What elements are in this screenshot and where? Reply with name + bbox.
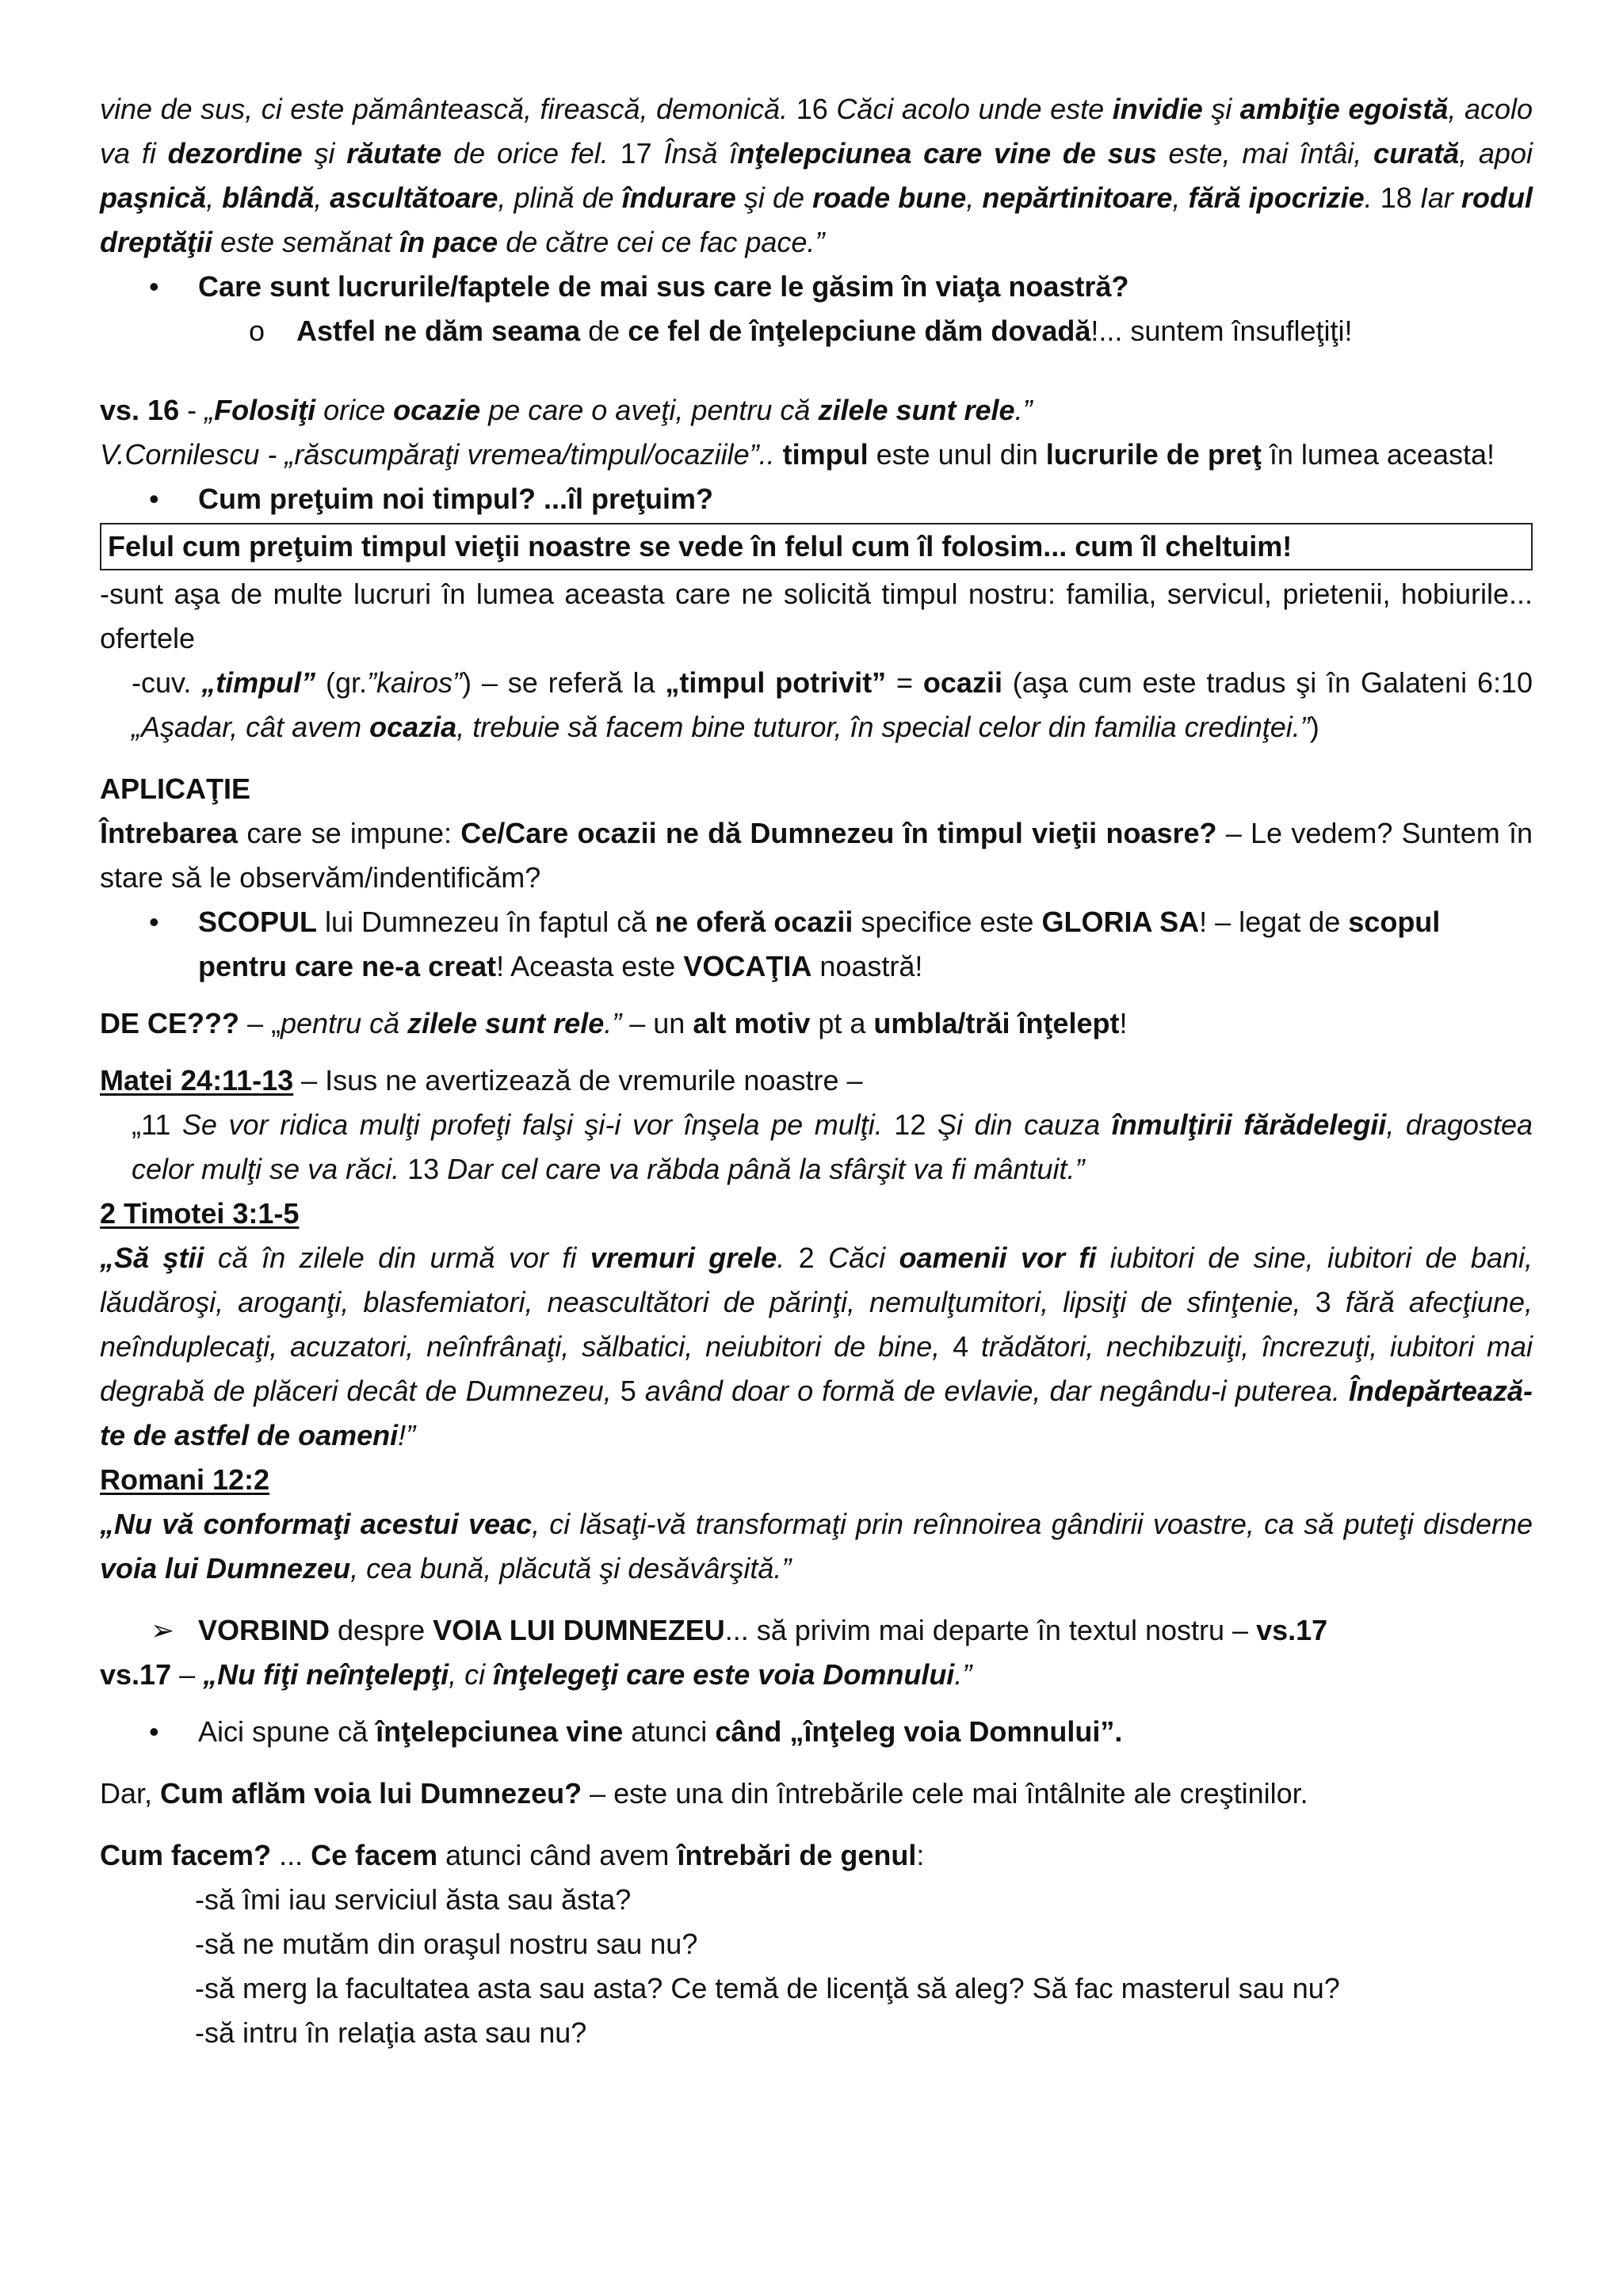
text: iubitori de sine, iubitori de bani, lăudăroşi, aroganţi, blasfemiatori, neascultători de părinţi, nemulţumitori, lipsiţi de sfinţenie, <box>100 1241 1533 1318</box>
emphasis: îndurare <box>621 181 736 214</box>
emphasis: dezordine <box>167 137 303 170</box>
text: atunci când avem <box>437 1839 678 1871</box>
timotei-quote <box>100 1236 1533 1458</box>
text: ... <box>271 1839 311 1871</box>
emphasis: „Nu vă conformaţi acestui veac <box>100 1508 533 1540</box>
emphasis: DE CE??? <box>100 1007 239 1039</box>
emphasis: nepărtinitoare <box>982 181 1173 214</box>
emphasis: paşnică <box>100 181 207 214</box>
paragraph-why <box>100 1001 1533 1046</box>
verse-number: 18 <box>1372 181 1420 214</box>
verse-number: 12 <box>882 1108 938 1141</box>
verse-number: 16 <box>788 93 837 125</box>
text: şi <box>1202 93 1240 125</box>
emphasis: ambiţie egoistă <box>1239 93 1449 125</box>
text: pentru că <box>281 1007 408 1039</box>
romani-quote <box>100 1502 1533 1591</box>
emphasis: vs.17 <box>1256 1614 1328 1646</box>
emphasis: blândă <box>222 181 315 214</box>
document-page <box>100 87 1533 2055</box>
bullet-text: Care sunt lucrurile/faptele de mai sus care le găsim în viaţa noastră? <box>198 270 1129 303</box>
question-item: -să merg la facultatea asta sau asta? Ce temă de licenţă să aleg? Să fac masterul sau nu? <box>195 1972 1340 2004</box>
text: Însă î <box>663 137 738 170</box>
text: – <box>171 1658 204 1691</box>
emphasis: vremuri grele <box>590 1241 777 1274</box>
text: (gr. <box>315 666 368 699</box>
text: „ <box>204 394 215 426</box>
text: – este una din întrebările cele mai întâlnite ale creştinilor. <box>582 1777 1308 1810</box>
emphasis: Îndepărtează-te de astfel de oameni <box>100 1375 1533 1451</box>
text: , <box>314 181 330 214</box>
emphasis: „timpul potrivit” <box>665 666 887 699</box>
verse-reference: vs.17 <box>100 1658 172 1691</box>
question-item: -să îmi iau serviciul ăsta sau ăsta? <box>195 1883 632 1916</box>
text: ) <box>1309 711 1319 743</box>
emphasis: Cum facem? <box>100 1839 272 1871</box>
verse-number: 5 <box>611 1375 645 1407</box>
text: ! Aceasta este <box>496 950 684 982</box>
text: Iar <box>1419 181 1461 214</box>
boxed-statement <box>100 523 1533 570</box>
text: , <box>966 181 983 214</box>
emphasis: VOCAŢIA <box>683 950 812 982</box>
text: , plină de <box>498 181 622 214</box>
text: despre <box>330 1614 433 1646</box>
text: Căci <box>828 1241 899 1274</box>
bullet-item <box>100 900 1533 989</box>
text: , <box>1172 181 1189 214</box>
emphasis: când „înţeleg voia Domnului”. <box>715 1715 1123 1748</box>
verse-number: 4 <box>940 1330 982 1363</box>
text: , trebuie să facem bine tuturor, în special celor din familia credinţei.” <box>456 711 1310 743</box>
bullet-item <box>100 265 1533 309</box>
text: (aşa cum este tradus şi în Galateni 6:10 <box>1002 666 1533 699</box>
text: ”kairos” <box>367 666 463 699</box>
text: , acolo va fi <box>100 93 1533 170</box>
text: . <box>1364 181 1373 214</box>
bullet-text: Cum preţuim noi timpul? ...îl preţuim? <box>198 482 713 515</box>
text: fără afecţiune, neînduplecaţi, acuzatori, neînfrânaţi, sălbatici, neiubitori de bine, <box>100 1286 1533 1363</box>
text: .” <box>954 1658 972 1691</box>
text: „ <box>100 1241 114 1274</box>
emphasis: oamenii vor fi <box>899 1241 1097 1274</box>
text: de către cei ce fac pace.” <box>498 226 825 258</box>
emphasis: rodul dreptăţii <box>100 181 1533 258</box>
emphasis: scopul pentru care ne-a creat <box>198 906 1441 982</box>
text: este, mai întâi, <box>1156 137 1374 170</box>
emphasis: umbla/trăi înţelept <box>873 1007 1120 1039</box>
emphasis: ce fel de înţelepciune dăm dovadă <box>628 315 1091 347</box>
text: în lumea aceasta! <box>1261 438 1495 471</box>
timotei-heading <box>100 1192 1533 1236</box>
emphasis: Întrebarea <box>100 817 239 849</box>
text: .” <box>1014 394 1033 426</box>
emphasis: zilele sunt rele <box>407 1007 605 1039</box>
emphasis: VOIA LUI DUMNEZEU <box>433 1614 725 1646</box>
text: orice <box>315 394 394 426</box>
text: , ci <box>449 1658 494 1691</box>
emphasis: alt motiv <box>693 1007 811 1039</box>
emphasis: voia lui Dumnezeu <box>100 1552 351 1585</box>
text: : <box>916 1839 925 1871</box>
text: Dar cel care va răbda până la sfârşit va fi mântuit.” <box>447 1153 1085 1185</box>
section-heading <box>100 767 1533 811</box>
emphasis: nţelepciunea care vine de sus <box>737 137 1157 170</box>
emphasis: VORBIND <box>198 1614 330 1646</box>
emphasis: Ce facem <box>311 1839 438 1871</box>
text: Şi din cauza <box>937 1108 1112 1141</box>
text: vine de sus, ci este pământească, firească, demonică. <box>100 93 789 125</box>
paragraph-what <box>100 1833 1533 1878</box>
bullet-item <box>100 477 1533 521</box>
text <box>775 438 783 471</box>
emphasis: în pace <box>399 226 498 258</box>
text: , apoi <box>1459 137 1533 170</box>
text: , dragostea celor mulţi se va răci. <box>132 1108 1533 1185</box>
text: care se impune: <box>238 817 461 849</box>
arrow-item <box>100 1608 1533 1653</box>
paragraph-kairos <box>100 661 1533 749</box>
text: ! <box>1119 1007 1128 1039</box>
emphasis: Astfel ne dăm seama <box>296 315 581 347</box>
text: că în zilele din urmă vor fi <box>204 1241 590 1274</box>
emphasis: Ce/Care ocazii ne dă Dumnezeu în timpul vieţii noasre? <box>460 817 1217 849</box>
emphasis: fără ipocrizie <box>1188 181 1365 214</box>
text: , cea bună, plăcută şi desăvârşită.” <box>350 1552 792 1585</box>
text: V.Cornilescu - „răscumpăraţi vremea/timpul/ocaziile”.. <box>100 438 775 471</box>
text: „11 <box>132 1108 182 1141</box>
text: de <box>580 315 628 347</box>
text: - <box>179 394 205 426</box>
emphasis: Să ştii <box>114 1241 204 1274</box>
emphasis: „Nu fiţi neînţelepţi <box>203 1658 449 1691</box>
text: şi de <box>735 181 813 214</box>
sub-bullet-item <box>100 309 1533 353</box>
emphasis: Folosiţi <box>214 394 316 426</box>
question-item: -să ne mutăm din oraşul nostru sau nu? <box>195 1928 698 1960</box>
cornilescu-paragraph <box>100 433 1533 477</box>
matei-heading <box>100 1058 1533 1103</box>
scripture-reference: Matei 24:11-13 <box>100 1064 294 1097</box>
text: .” <box>604 1007 622 1039</box>
text: – „ <box>239 1007 281 1039</box>
emphasis: întrebări de genul <box>677 1839 917 1871</box>
text: specifice este <box>853 906 1042 938</box>
text: -cuv. <box>132 666 202 699</box>
emphasis: timpul <box>782 438 869 471</box>
boxed-text: Felul cum preţuim timpul vieţii noastre se vede în felul cum îl folosim... cum îl cheltuim! <box>108 530 1293 563</box>
text: !... suntem însufleţiţi! <box>1090 315 1353 347</box>
text: şi <box>302 137 347 170</box>
emphasis: „timpul” <box>201 666 316 699</box>
emphasis: SCOPUL <box>198 906 318 938</box>
text: – un <box>621 1007 693 1039</box>
emphasis: ocazii <box>922 666 1002 699</box>
text: = <box>886 666 923 699</box>
text: !” <box>398 1419 416 1451</box>
emphasis: roade bune <box>812 181 967 214</box>
verse-number: 3 <box>1300 1286 1346 1318</box>
paragraph-iacov-3 <box>100 87 1533 265</box>
text: – Isus ne avertizează de vremurile noastre – <box>293 1064 863 1097</box>
text: „Aşadar, cât avem <box>132 711 370 743</box>
text: – Le vedem? Suntem în stare să le observăm/indentificăm? <box>100 817 1533 894</box>
emphasis: înţelegeţi care este voia Domnului <box>493 1658 955 1691</box>
verse-reference: vs. 16 <box>100 394 180 426</box>
emphasis: înţelepciunea vine <box>376 1715 624 1748</box>
paragraph-how <box>100 1772 1533 1816</box>
emphasis: ascultătoare <box>330 181 498 214</box>
text: Se vor ridica mulţi profeţi falşi şi-i vor înşela pe mulţi. <box>181 1108 883 1141</box>
text: lui Dumnezeu în faptul că <box>317 906 655 938</box>
paragraph-many-things: -sunt aşa de multe lucruri în lumea aceasta care ne solicită timpul nostru: familia, servicul, prietenii, hobiurile... ofertele <box>100 578 1533 654</box>
text: de orice fel. <box>441 137 609 170</box>
emphasis: înmulţirii fărădelegii <box>1111 1108 1387 1141</box>
emphasis: răutate <box>346 137 442 170</box>
text: ... să privim mai departe în textul nostru – <box>724 1614 1257 1646</box>
question-item: -să intru în relaţia asta sau nu? <box>195 2016 587 2049</box>
text: trădători, nechibzuiţi, încrezuţi, iubitori mai degrabă de plăceri decât de Dumnezeu, <box>100 1330 1533 1407</box>
text: este unul din <box>868 438 1046 471</box>
verse-number: 2 <box>785 1241 829 1274</box>
text: atunci <box>623 1715 716 1748</box>
text: ) – se referă la <box>462 666 666 699</box>
scripture-reference: Romani 12:2 <box>100 1463 270 1496</box>
verse-17-line <box>100 1653 1533 1697</box>
text: ! – legat de <box>1199 906 1349 938</box>
matei-quote <box>100 1103 1533 1192</box>
emphasis: Cum aflăm voia lui Dumnezeu? <box>160 1777 582 1810</box>
verse-number: 13 <box>399 1153 448 1185</box>
text: Dar, <box>100 1777 161 1810</box>
scripture-reference: 2 Timotei 3:1-5 <box>100 1197 300 1230</box>
emphasis: lucrurile de preţ <box>1045 438 1262 471</box>
text: , <box>206 181 223 214</box>
paragraph-question <box>100 811 1533 900</box>
emphasis: ocazia <box>369 711 457 743</box>
heading-text: APLICAŢIE <box>100 772 251 805</box>
text: pe care o aveţi, pentru că <box>480 394 819 426</box>
emphasis: GLORIA SA <box>1041 906 1200 938</box>
romani-heading <box>100 1458 1533 1502</box>
emphasis: curată <box>1373 137 1460 170</box>
bullet-item <box>100 1710 1533 1754</box>
text: având doar o formă de evlavie, dar negându-i puterea. <box>644 1375 1349 1407</box>
text: pt a <box>810 1007 874 1039</box>
text: , ci lăsaţi-vă transformaţi prin reînnoirea gândirii voastre, ca să puteţi disderne <box>532 1508 1533 1540</box>
emphasis: zilele sunt rele <box>818 394 1015 426</box>
text: Căci acolo unde este <box>836 93 1113 125</box>
text: Aici spune că <box>198 1715 376 1748</box>
text: . <box>777 1241 785 1274</box>
verse-16-line <box>100 388 1533 433</box>
emphasis: ocazie <box>393 394 481 426</box>
verse-number: 17 <box>608 137 664 170</box>
text: este semănat <box>212 226 400 258</box>
text: noastră! <box>812 950 923 982</box>
emphasis: invidie <box>1112 93 1203 125</box>
emphasis: ne oferă ocazii <box>655 906 854 938</box>
